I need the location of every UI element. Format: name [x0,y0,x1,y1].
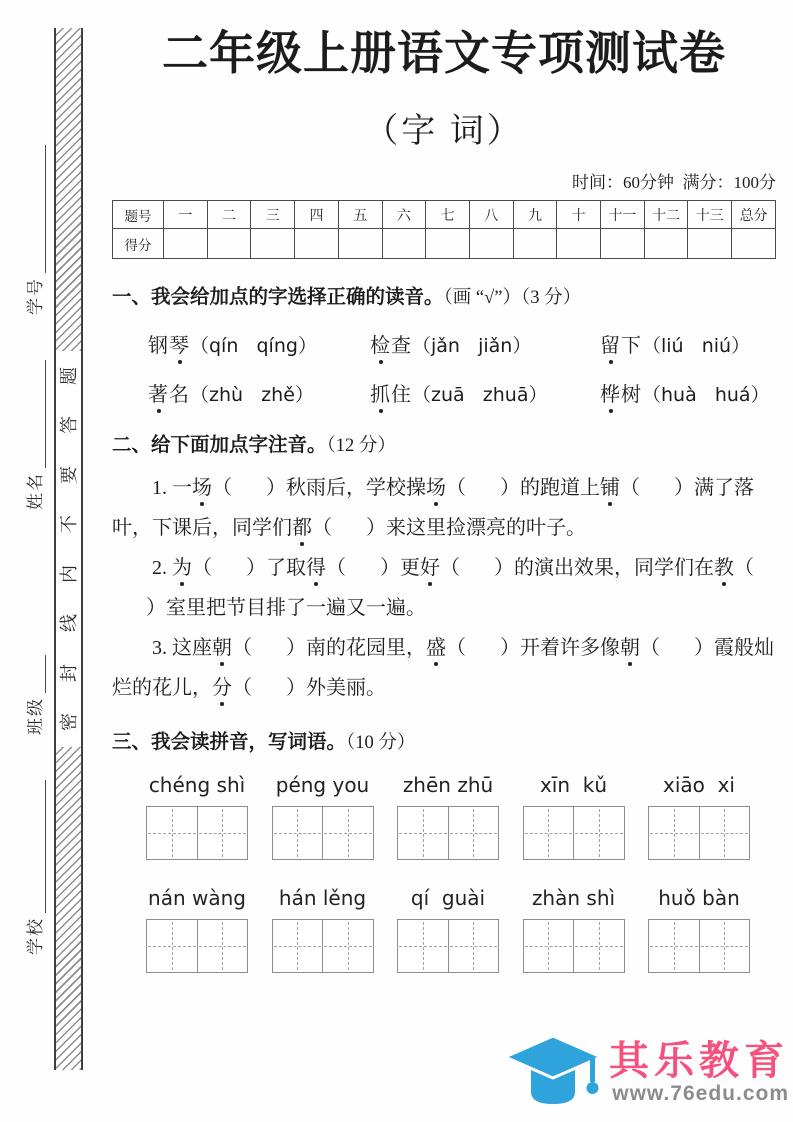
section-q1 [112,285,776,406]
dotted-char: 为 [172,556,192,579]
student-field-label: 姓名 [26,472,45,510]
score-col-header: 七 [426,201,470,229]
dotted-char: 琴 [169,334,190,357]
pinyin-options: （zuā zhuā） [412,383,548,406]
score-col-header: 四 [295,201,339,229]
dotted-char: 都 [292,516,312,539]
writing-box [523,919,625,973]
sentence-text: 外美丽。 [306,676,386,699]
writing-cell [449,920,499,972]
paren-close: ） [366,516,386,539]
word-chars [370,335,412,357]
dotted-char: 朝 [212,636,232,659]
paren-open: （ [192,556,212,579]
paren-close: ） [286,636,306,659]
answer-blank [232,637,306,659]
word-chars [148,384,190,406]
score-col-header: 十三 [688,201,732,229]
q1-heading-text: 一、我会给加点的字选择正确的读音。 [112,286,444,309]
hatch-top [56,28,81,351]
pinyin-label: zhàn shì [531,886,616,911]
student-field-underline [40,145,46,273]
answer-blank [620,477,694,499]
word-chars [148,335,190,357]
q1-word [148,378,370,407]
pinyin-options: （huà huá） [642,383,770,406]
section-q2 [112,433,776,708]
score-cell [469,229,513,259]
seal-char: 要 [58,465,79,484]
sentence-text: 2. [152,556,172,579]
q3-item [272,886,374,973]
score-col-header: 八 [469,201,513,229]
writing-box [397,919,499,973]
student-field-label: 学校 [26,917,45,955]
brand-name: 其乐教育 [609,1039,789,1083]
writing-cell [198,920,248,972]
pinyin-label: nán wàng [148,886,246,911]
dotted-char: 著 [148,383,169,406]
paren-open: （ [326,556,346,579]
dotted-char: 场 [192,476,212,499]
seal-char: 密 [58,713,79,732]
sentence-text: 1. 一 [152,476,192,499]
seal-char: 线 [58,614,79,633]
q3-item [648,773,750,860]
dotted-char: 检 [370,334,391,357]
score-col-header: 总分 [732,201,776,229]
q3-item [397,886,499,973]
student-field [22,145,46,315]
pinyin-label: xīn kǔ [539,773,608,798]
score-cell [295,229,339,259]
paren-close: ） [286,676,306,699]
writing-cell [449,807,499,859]
pinyin-options: （liú niú） [642,334,751,357]
score-col-header: 九 [513,201,557,229]
sentence-text: 的演出效果，同学们在 [514,556,714,579]
score-cell [382,229,426,259]
writing-box [272,919,374,973]
answer-blank [212,477,286,499]
answer-blank [232,677,306,699]
answer-blank [446,637,520,659]
answer-blank [640,637,714,659]
sentence-text: 秋雨后，学校操 [286,476,426,499]
student-field [22,655,46,735]
writing-cell [398,807,449,859]
dotted-char: 桦 [600,383,621,406]
dotted-char: 好 [420,556,440,579]
q3-item [523,886,625,973]
dotted-char: 教 [714,556,734,579]
writing-box [272,806,374,860]
score-row1-label: 题号 [113,201,164,229]
writing-box [146,806,248,860]
writing-cell [273,807,324,859]
exam-content [112,0,776,999]
word-char: 住 [391,383,412,406]
sentence-text: 霞般灿烂的花儿， [112,636,774,699]
score-col-header: 六 [382,201,426,229]
seal-char: 封 [58,663,79,682]
word-char: 树 [621,383,642,406]
paren-open: （ [446,476,466,499]
paren-close: ） [674,476,694,499]
q3-heading-note: （10 分） [346,732,416,753]
student-field [22,780,46,955]
sentence-text: 来这里捡漂亮的叶子。 [386,516,586,539]
brand-logo [501,1032,789,1114]
answer-blank [192,557,266,579]
sentence-text: 南的花园里， [306,636,426,659]
writing-cell [323,920,373,972]
pinyin-options: （zhù zhě） [190,383,314,406]
writing-cell [574,920,624,972]
score-value-row [113,229,776,259]
pinyin-label: chéng shì [148,773,246,798]
score-cell [513,229,557,259]
pinyin-label: péng you [275,773,370,798]
pinyin-label: zhēn zhū [402,773,494,798]
writing-cell [147,920,198,972]
sentence-text: 3. 这座 [152,636,212,659]
writing-cell [273,920,324,972]
q1-heading-note: （画 “√”）（3 分） [443,288,582,309]
q2-heading-text: 二、给下面加点字注音。 [112,433,327,456]
q1-word [370,329,600,358]
q3-heading [112,730,776,755]
seal-char: 不 [58,515,79,534]
graduation-cap-icon [501,1032,605,1114]
score-col-header: 二 [207,201,251,229]
writing-cell [524,807,575,859]
pinyin-label: hán lěng [278,886,367,911]
q1-word [600,329,776,358]
dotted-char: 得 [306,556,326,579]
word-chars [600,335,642,357]
paren-close: ） [694,636,714,659]
score-cell [207,229,251,259]
paren-open: （ [312,516,332,539]
dotted-char: 铺 [600,476,620,499]
writing-box [648,919,750,973]
sentence-text: 更 [400,556,420,579]
page-subtitle: （字 词） [364,113,524,151]
sentence-text: 了取 [266,556,306,579]
score-col-header: 一 [164,201,208,229]
score-cell [688,229,732,259]
answer-blank [440,557,514,579]
q2-heading [112,433,776,458]
q3-row [146,886,750,973]
q1-heading [112,285,776,310]
score-header-row [113,201,776,229]
seal-strip [54,28,83,1070]
paren-close: ） [500,636,520,659]
writing-cell [147,807,198,859]
seal-char: 题 [58,366,79,385]
word-char: 查 [391,334,412,357]
score-col-header: 十一 [601,201,645,229]
writing-cell [323,807,373,859]
q3-item [146,886,248,973]
writing-box [146,919,248,973]
writing-cell [649,920,700,972]
score-table-body [113,201,776,259]
sentence-text: 开着许多像 [520,636,620,659]
pinyin-label: xiāo xi [663,773,735,798]
q3-item [648,886,750,973]
pinyin-options: （qín qíng） [190,334,317,357]
answer-blank [446,477,520,499]
dotted-char: 留 [600,334,621,357]
q2-sentences [112,468,776,708]
paren-open: （ [232,676,252,699]
writing-box [397,806,499,860]
q1-word [370,378,600,407]
score-cell [164,229,208,259]
dotted-char: 盛 [426,636,446,659]
score-cell [338,229,382,259]
score-cell [251,229,295,259]
score-col-header: 十二 [644,201,688,229]
writing-box [648,806,750,860]
writing-cell [700,807,750,859]
seal-char: 内 [58,564,79,583]
score-cell [732,229,776,259]
student-field-underline [40,780,46,913]
paren-open: （ [440,556,460,579]
paren-close: ） [246,556,266,579]
hatch-bottom [56,747,81,1070]
paren-close: ） [380,556,400,579]
sentence-text: 室里把节目排了一遍又一遍。 [166,596,426,619]
dotted-char: 场 [426,476,446,499]
q2-heading-note: （12 分） [326,435,396,456]
q3-grid [112,773,776,973]
writing-box [523,806,625,860]
word-char: 钢 [148,334,169,357]
writing-cell [574,807,624,859]
q2-sentence [112,548,776,628]
writing-cell [198,807,248,859]
answer-blank [326,557,400,579]
paren-close: ） [146,596,166,619]
paren-close: ） [500,476,520,499]
paren-open: （ [640,636,660,659]
q3-item [272,773,374,860]
q3-item [146,773,248,860]
seal-char: 答 [58,416,79,435]
writing-cell [524,920,575,972]
q2-sentence [112,628,776,708]
score-col-header: 三 [251,201,295,229]
score-cell [557,229,601,259]
q1-word [600,378,776,407]
score-col-header: 十 [557,201,601,229]
pinyin-options: （jǎn jiǎn） [412,334,532,357]
student-field [22,360,46,510]
word-char: 名 [169,383,190,406]
score-cell [601,229,645,259]
word-char: 下 [621,334,642,357]
sentence-text: 的跑道上 [520,476,600,499]
brand-url: www.76edu.com [612,1082,789,1105]
student-field-label: 学号 [26,277,45,315]
paren-open: （ [446,636,466,659]
q3-item [523,773,625,860]
student-field-label: 班级 [26,697,45,735]
score-row2-label: 得分 [113,229,164,259]
q1-word [148,329,370,358]
pinyin-label: qí guài [410,886,486,911]
dotted-char: 朝 [620,636,640,659]
student-field-underline [40,655,46,693]
paren-close: ） [494,556,514,579]
paren-open: （ [212,476,232,499]
section-q3 [112,730,776,973]
dotted-char: 抓 [370,383,391,406]
word-chars [600,384,642,406]
q2-sentence [112,468,776,548]
paren-open: （ [734,556,754,579]
seal-text [56,351,81,747]
dotted-char: 分 [212,676,232,699]
exam-meta: 时间：60分钟 满分：100分 [572,173,776,193]
pinyin-label: huǒ bàn [658,886,740,911]
score-table [112,200,776,259]
paren-open: （ [620,476,640,499]
score-col-header: 五 [338,201,382,229]
score-cell [426,229,470,259]
brand-text [609,1040,789,1106]
sentence-text: 满了落叶，下课后，同学们 [112,476,754,539]
paren-close: ） [266,476,286,499]
paren-open: （ [232,636,252,659]
student-field-underline [40,360,46,468]
answer-blank [312,517,386,539]
q1-words [112,329,776,407]
score-cell [644,229,688,259]
writing-cell [398,920,449,972]
page-title: 二年级上册语文专项测试卷 [162,28,726,79]
word-chars [370,384,412,406]
q3-item [397,773,499,860]
writing-cell [649,807,700,859]
q3-heading-text: 三、我会读拼音，写词语。 [112,730,347,753]
writing-cell [700,920,750,972]
q3-row [146,773,750,860]
